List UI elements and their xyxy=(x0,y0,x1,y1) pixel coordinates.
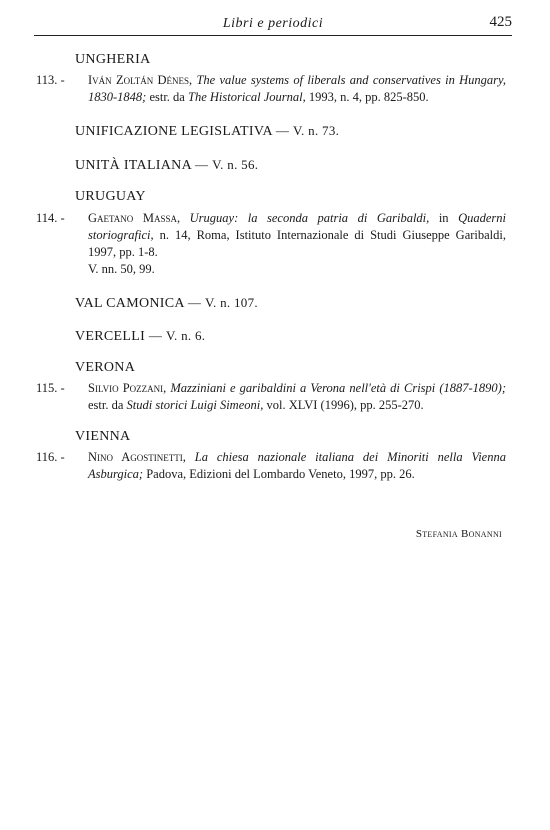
entry-rest: 1993, n. 4, pp. 825-850. xyxy=(308,90,429,104)
entry-rest: n. 14, Roma, Istituto Internazionale di Studi Giuseppe Garibaldi, 1997, pp. 1-8. xyxy=(88,228,506,259)
section-heading-vienna xyxy=(75,429,130,445)
entry-number: 114. - xyxy=(36,211,65,225)
entry-body xyxy=(88,210,506,278)
entry-title: La chiesa nazionale italiana dei Minoriti nella Vienna Asburgica; xyxy=(88,450,506,481)
header-rule xyxy=(34,35,512,36)
running-head xyxy=(34,14,512,34)
entry-rest: Padova, Edizioni del Lombardo Veneto, 1997, pp. 26. xyxy=(146,467,415,481)
section-separator: — xyxy=(195,157,209,172)
section-label: VIENNA xyxy=(75,429,131,444)
entry-title: The value systems of liberals and conservatives in Hungary, 1830-1848; xyxy=(88,73,507,104)
entry-author: Nino Agostinetti, xyxy=(88,450,186,464)
author-signature: Stefania Bonanni xyxy=(415,528,502,540)
section-heading-uruguay xyxy=(75,189,146,205)
entry-rest-prefix: estr. da xyxy=(88,398,124,412)
entry-source: The Historical Journal, xyxy=(188,90,306,104)
section-label: UNGHERIA xyxy=(75,52,151,67)
entry-author: Gaetano Massa, xyxy=(88,211,181,225)
section-cross-reference: V. n. 6. xyxy=(166,328,206,343)
section-label: UNIFICAZIONE LEGISLATIVA xyxy=(75,124,273,139)
entry-number: 113. - xyxy=(36,73,65,87)
section-cross-reference: V. n. 107. xyxy=(204,295,258,310)
bibliography-entry-113 xyxy=(36,72,506,106)
page-number: 425 xyxy=(489,14,512,30)
section-heading-verona xyxy=(75,360,135,376)
bibliography-entry-116 xyxy=(36,449,506,483)
entry-rest: vol. XLVI (1996), pp. 255-270. xyxy=(266,398,424,412)
entry-rest-prefix: estr. da xyxy=(149,90,185,104)
entry-cross-reference: V. nn. 50, 99. xyxy=(88,262,155,276)
section-separator: — xyxy=(148,328,163,343)
entry-title: Uruguay: la seconda patria di Garibaldi, xyxy=(189,211,430,225)
section-heading-unita-italiana xyxy=(75,157,258,174)
entry-source: Studi storici Luigi Simeoni, xyxy=(126,398,264,412)
entry-body xyxy=(88,380,506,414)
section-heading-val-camonica xyxy=(75,295,258,312)
entry-title: Mazziniani e garibaldini a Verona nell'età di Crispi (1887-1890); xyxy=(170,381,506,395)
section-label: VAL CAMONICA xyxy=(75,296,185,311)
entry-author: Silvio Pozzani, xyxy=(88,381,167,395)
section-heading-vercelli xyxy=(75,328,205,345)
section-cross-reference: V. n. 56. xyxy=(212,157,259,172)
bibliography-entry-115 xyxy=(36,380,506,414)
section-heading-unificazione xyxy=(75,123,339,140)
entry-number: 115. - xyxy=(36,381,65,395)
section-label: VERONA xyxy=(75,360,136,375)
section-label: UNITÀ ITALIANA xyxy=(75,158,192,173)
entry-source: Quaderni storiografici, xyxy=(88,211,506,242)
entry-body xyxy=(88,72,506,106)
section-cross-reference: V. n. 73. xyxy=(293,123,340,138)
entry-number: 116. - xyxy=(36,450,65,464)
running-title: Libri e periodici xyxy=(222,16,324,31)
entry-author: Iván Zoltán Dénes, xyxy=(88,73,193,87)
section-separator: — xyxy=(187,295,202,310)
section-separator: — xyxy=(275,123,290,138)
section-label: URUGUAY xyxy=(75,189,146,204)
section-heading-ungheria xyxy=(75,52,151,68)
entry-body xyxy=(88,449,506,483)
entry-rest-prefix: in xyxy=(438,211,449,225)
bibliography-entry-114 xyxy=(36,210,506,278)
section-label: VERCELLI xyxy=(75,329,146,344)
